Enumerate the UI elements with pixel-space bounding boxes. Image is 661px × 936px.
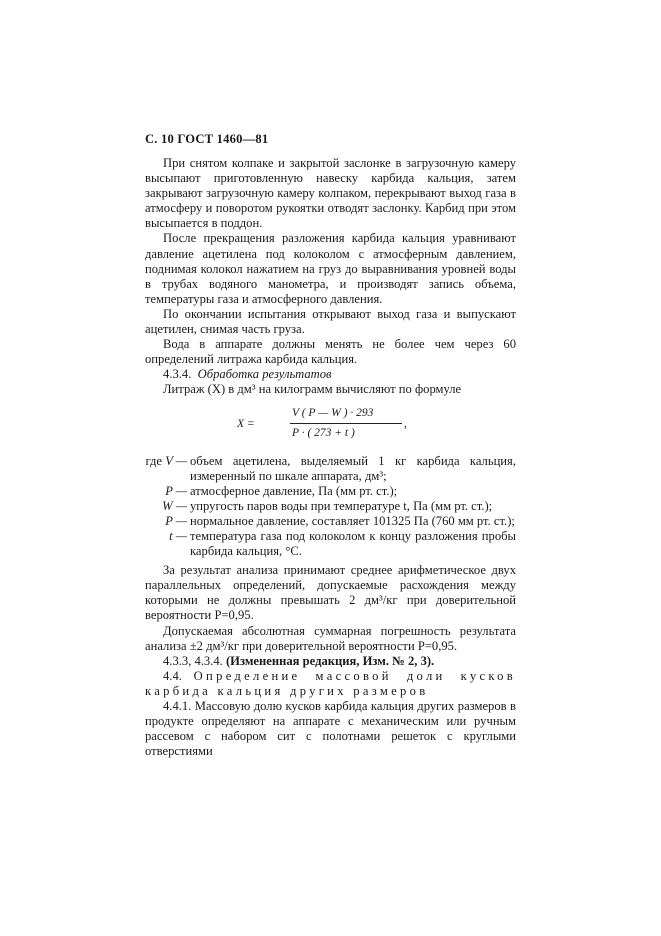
definitions-list xyxy=(145,454,516,560)
definition-text: упругость паров воды при температуре t, Па (мм рт. ст.); xyxy=(190,498,493,513)
section-number: 4.4. xyxy=(163,668,182,683)
definition-symbol: W — xyxy=(162,498,187,513)
document-body xyxy=(145,156,516,759)
definition-symbol: t — xyxy=(169,528,187,543)
paragraph: При снятом колпаке и закрытой заслонке в загрузочную камеру высыпают приготовленную навеску карбида кальция, затем закрывают загрузочную камеру колпаком, перекрывают выход газа в атмосферу и поворотом рукоятки отводят заслонку. Карбид при этом высыпается в поддон. xyxy=(145,156,516,231)
paragraph: Допускаемая абсолютная суммарная погрешность результата анализа ±2 дм³/кг при доверительной вероятности P=0,95. xyxy=(145,623,516,653)
formula xyxy=(145,406,516,446)
revision-bold: (Измененная редакция, Изм. № 2, 3). xyxy=(225,653,435,668)
definition-symbol: P — xyxy=(165,483,187,498)
definition-item xyxy=(145,484,516,499)
section-title: Обработка результатов xyxy=(197,367,332,382)
paragraph: По окончании испытания открывают выход газа и выпускают ацетилен, снимая часть груза. xyxy=(145,306,516,337)
paragraph: Вода в аппарате должны менять не более чем через 60 определений литража карбида кальция. xyxy=(145,337,516,367)
revision-prefix: 4.3.3, 4.3.4. xyxy=(163,653,223,668)
formula-lhs: X = xyxy=(237,417,255,430)
definition-text: атмосферное давление, Па (мм рт. ст.); xyxy=(190,483,398,498)
paragraph: После прекращения разложения карбида кальция уравнивают давление ацетилена под колоколом с атмосферным давлением, поднимая колокол нажатием на груз до выравнивания уровней воды в трубах водяного манометра, и производят запись объема, температуры газа и атмосферного давления. xyxy=(145,231,516,306)
definition-text: температура газа под колоколом к концу разложения пробы карбида кальция, °С. xyxy=(190,528,516,559)
revision-note xyxy=(145,654,516,669)
fraction-bar xyxy=(290,423,402,424)
definition-item xyxy=(145,514,516,529)
paragraph: За результат анализа принимают среднее арифметическое двух параллельных определений, допускаемые расхождения между которыми не должны превышать 2 дм³/кг при доверительной вероятности P=0,95. xyxy=(145,563,516,623)
formula-intro: Литраж (X) в дм³ на килограмм вычисляют по формуле xyxy=(163,382,462,397)
definition-symbol: P — xyxy=(165,513,187,528)
formula-comma: , xyxy=(404,417,407,430)
section-title: Определение массовой доли кусков карбида кальция других размеров xyxy=(145,668,516,698)
formula-denominator: P · ( 273 + t ) xyxy=(292,426,355,439)
definition-text: нормальное давление, составляет 101325 Па (760 мм рт. ст.); xyxy=(190,513,515,528)
definition-item xyxy=(145,529,516,559)
section-heading xyxy=(145,669,516,699)
definition-item xyxy=(145,499,516,514)
section-number: 4.3.4. xyxy=(163,367,192,382)
section-heading xyxy=(145,367,516,382)
definition-item xyxy=(145,454,516,484)
formula-numerator: V ( P — W ) · 293 xyxy=(292,406,374,419)
paragraph: 4.4.1. Массовую долю кусков карбида кальция других размеров в продукте определяют на аппарате с механическим или ручным рассевом с набором сит с полотнами решеток с круглыми отверстиями xyxy=(145,699,516,759)
definition-symbol: где V — xyxy=(145,453,187,468)
definition-text: объем ацетилена, выделяемый 1 кг карбида кальция, измеренный по шкале аппарата, дм³; xyxy=(190,453,516,483)
page-header: С. 10 ГОСТ 1460—81 xyxy=(145,132,269,146)
